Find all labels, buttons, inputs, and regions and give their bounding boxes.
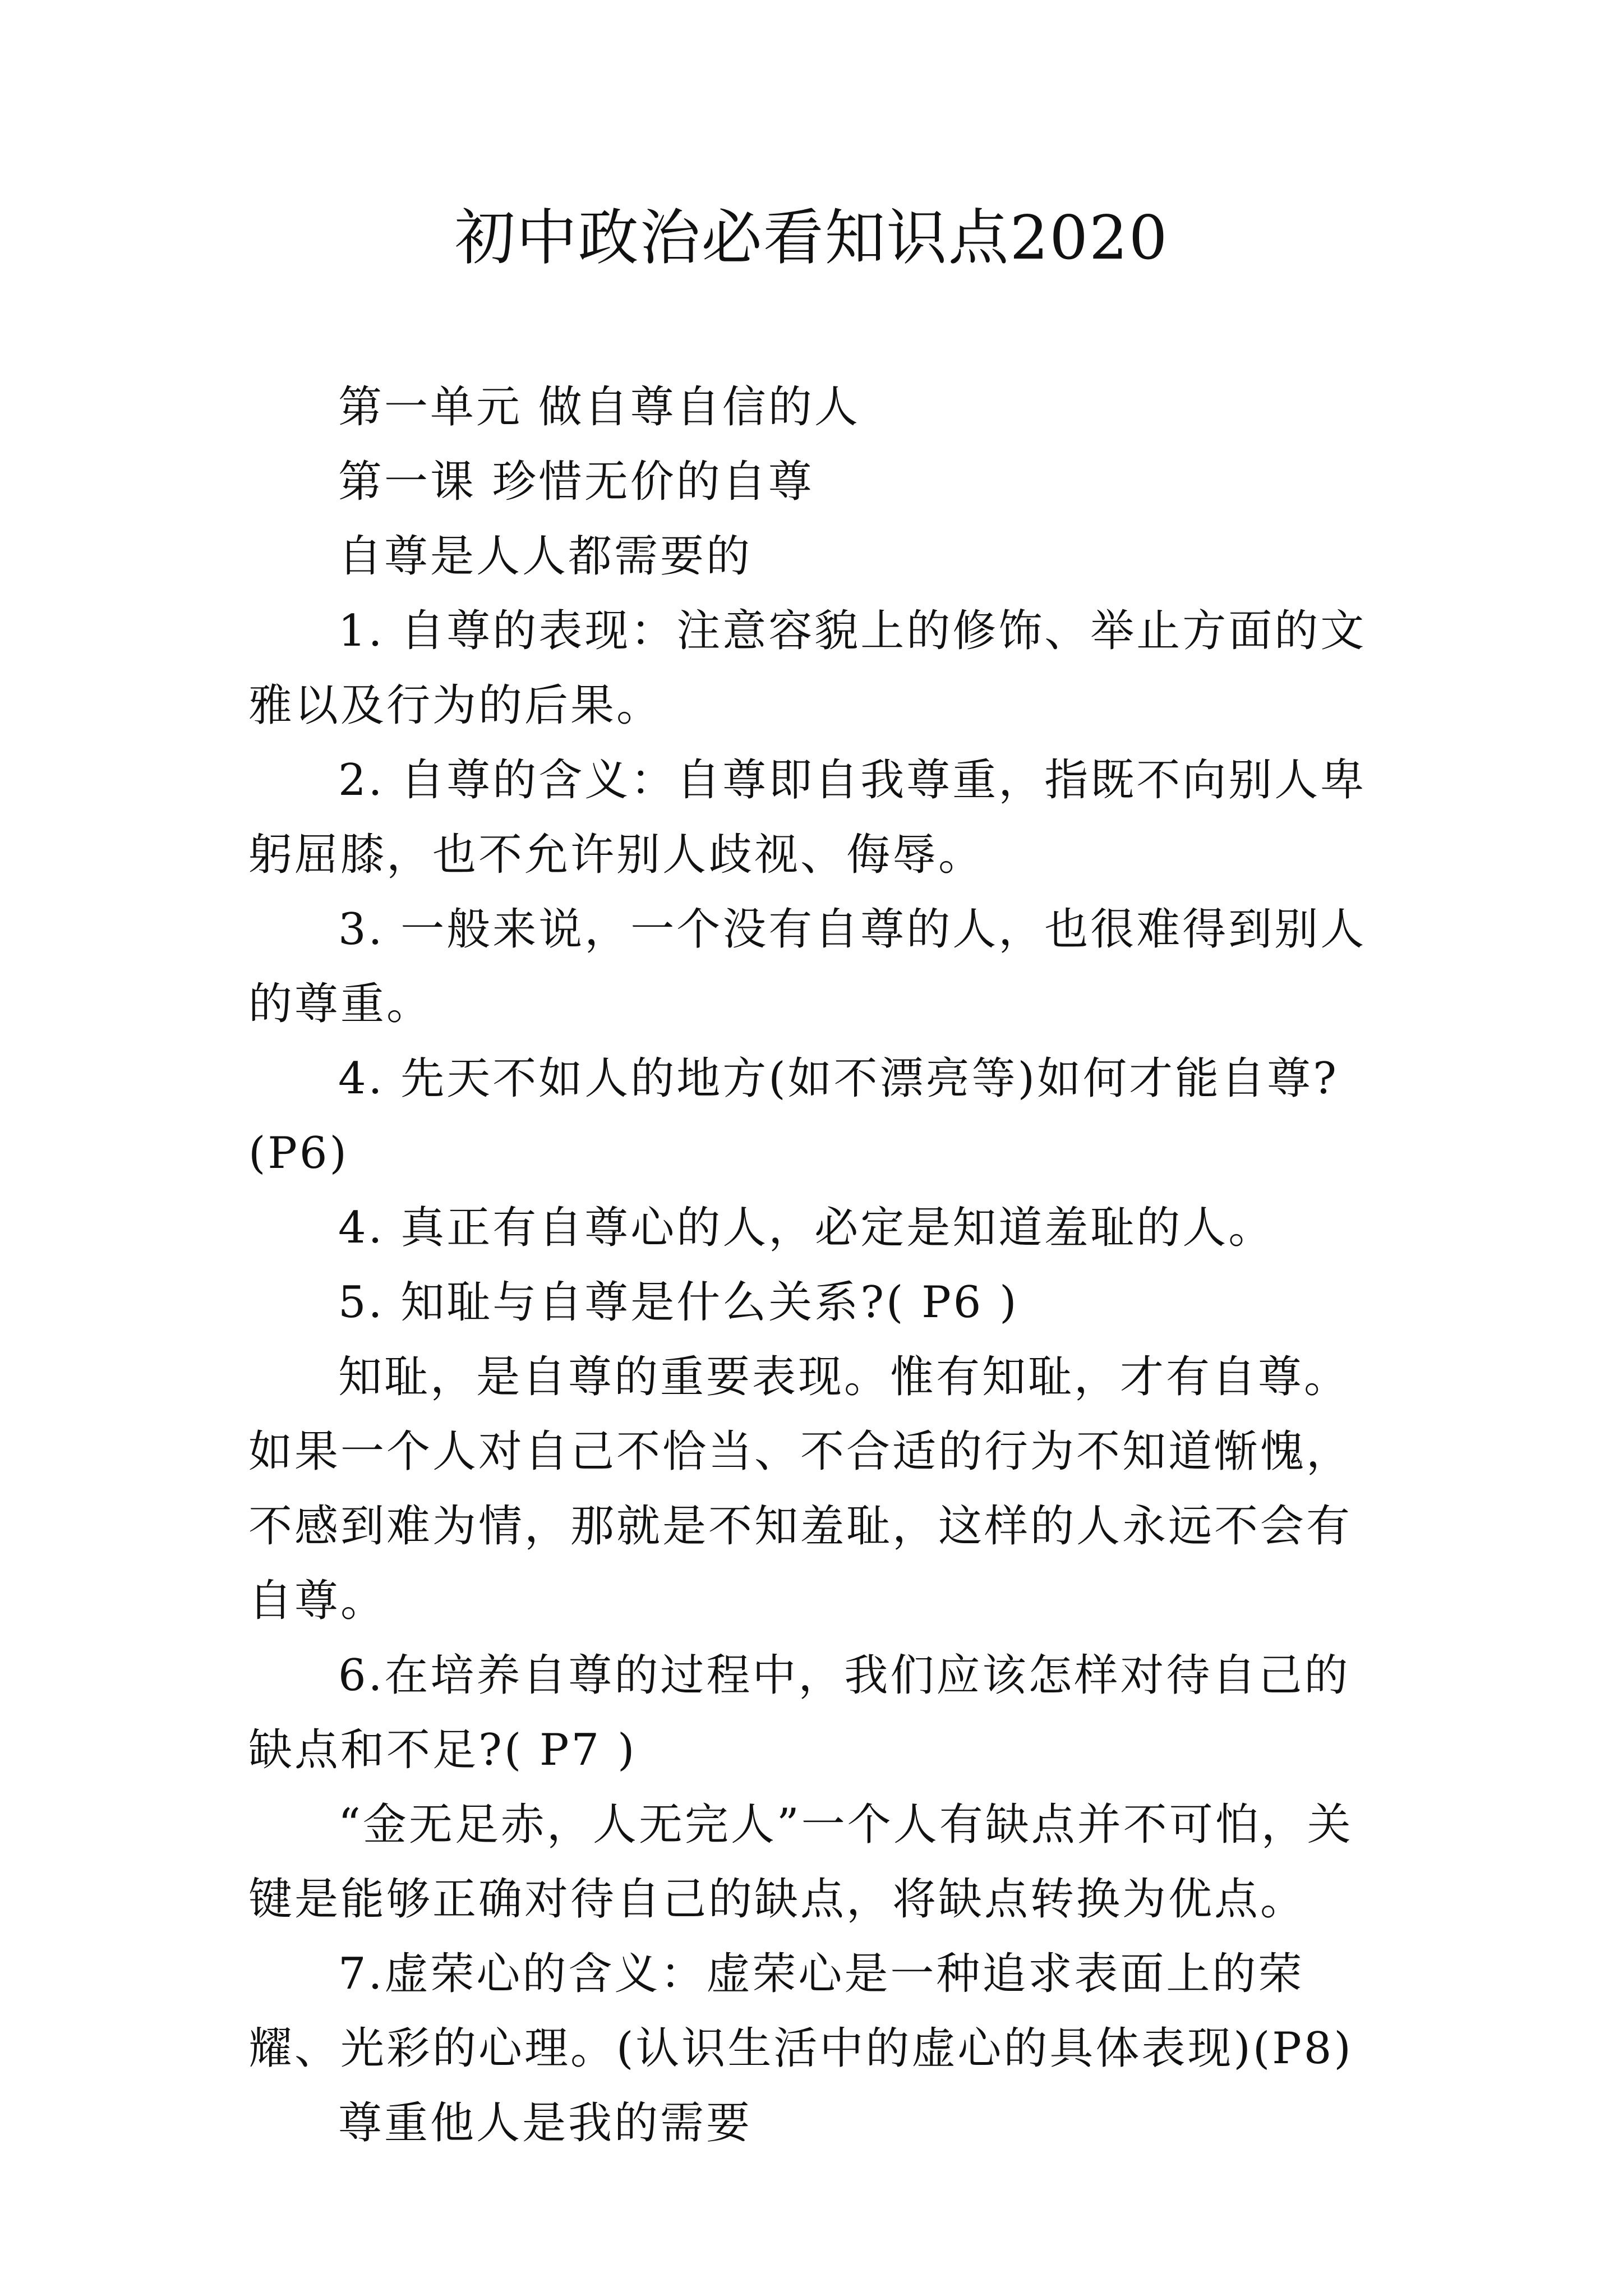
- unit-heading: 第一单元 做自尊自信的人: [338, 382, 860, 432]
- paragraph: 7.虚荣心的含义：虚荣心是一种追求表面上的荣耀、光彩的心理。(认识生活中的虚心的具体表现)(P8): [248, 1949, 1353, 2074]
- paragraph: 2. 自尊的含义：自尊即自我尊重，指既不向别人卑躬屈膝，也不允许别人歧视、侮辱。: [248, 755, 1367, 880]
- paragraph: 5. 知耻与自尊是什么关系?( P6 ): [338, 1277, 1019, 1328]
- paragraph: “金无足赤，人无完人”一个人有缺点并不可怕，关键是能够正确对待自己的缺点，将缺点转换为优点。: [248, 1800, 1353, 1925]
- document-title: 初中政治必看知识点2020: [454, 203, 1169, 273]
- paragraph: 3. 一般来说，一个没有自尊的人，也很难得到别人的尊重。: [248, 904, 1367, 1029]
- section-heading: 自尊是人人都需要的: [338, 531, 753, 582]
- section-heading: 尊重他人是我的需要: [338, 2098, 753, 2148]
- paragraph: 知耻，是自尊的重要表现。惟有知耻，才有自尊。如果一个人对自己不恰当、不合适的行为不知道惭愧，不感到难为情，那就是不知羞耻，这样的人永远不会有自尊。: [248, 1352, 1353, 1626]
- paragraph: 6.在培养自尊的过程中，我们应该怎样对待自己的缺点和不足?( P7 ): [248, 1650, 1350, 1775]
- lesson-heading: 第一课 珍惜无价的自尊: [338, 457, 814, 507]
- paragraph: 4. 真正有自尊心的人，必定是知道羞耻的人。: [338, 1203, 1275, 1253]
- paragraph: 1. 自尊的表现：注意容貌上的修饰、举止方面的文雅以及行为的后果。: [248, 606, 1367, 731]
- document-body: [248, 370, 1381, 2161]
- paragraph: 4. 先天不如人的地方(如不漂亮等)如何才能自尊?(P6): [248, 1053, 1339, 1179]
